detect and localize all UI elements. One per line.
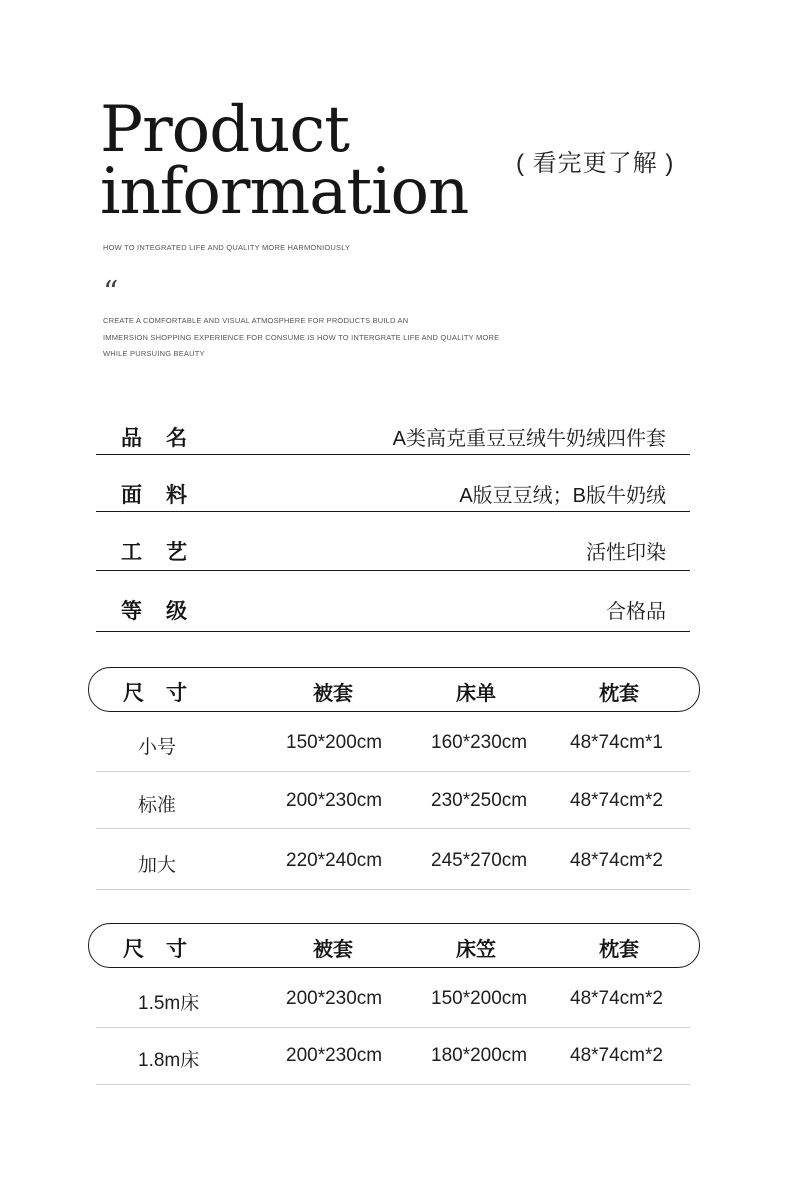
table-row — [96, 1028, 690, 1085]
info-value: 合格品 — [606, 601, 666, 623]
tagline: HOW TO INTEGRATED LIFE AND QUALITY MORE HARMONIOUSLY — [103, 243, 351, 252]
cell: 150*200cm — [286, 732, 383, 753]
info-label: 等级 — [121, 600, 211, 623]
table-row — [96, 772, 690, 829]
description-line: WHILE PURSUING BEAUTY — [103, 349, 205, 358]
info-label: 面料 — [121, 484, 211, 507]
cell: 230*250cm — [431, 790, 528, 811]
header-size: 尺寸 — [123, 938, 209, 961]
info-value: A版豆豆绒；B版牛奶绒 — [459, 485, 666, 507]
header-col-2: 床笠 — [456, 939, 496, 961]
subtitle-cn: ( 看完更了解 ) — [516, 150, 675, 177]
cell: 48*74cm*2 — [570, 988, 663, 1009]
info-value: 活性印染 — [586, 542, 666, 564]
info-value: A类高克重豆豆绒牛奶绒四件套 — [392, 428, 666, 450]
cell: 48*74cm*2 — [570, 850, 663, 871]
header-col-1: 被套 — [313, 683, 353, 705]
title-line-1: Product — [100, 93, 349, 167]
description — [103, 313, 523, 363]
header-col-3: 枕套 — [599, 683, 639, 705]
row-label: 小号 — [138, 737, 177, 758]
info-row-fabric — [96, 455, 690, 512]
table-row — [96, 712, 690, 772]
cell: 160*230cm — [431, 732, 528, 753]
cell: 245*270cm — [431, 850, 528, 871]
header-col-3: 枕套 — [599, 939, 639, 961]
row-label: 1.5m床 — [138, 993, 200, 1014]
cell: 200*230cm — [286, 790, 383, 811]
quote-icon: “ — [103, 275, 119, 310]
row-label: 加大 — [138, 855, 177, 876]
info-row-process — [96, 512, 690, 571]
cell: 150*200cm — [431, 988, 528, 1009]
cell: 48*74cm*1 — [570, 732, 663, 753]
size-table-2-header — [88, 923, 700, 968]
description-line: IMMERSION SHOPPING EXPERIENCE FOR CONSUME IS HOW TO INTERGRATE LIFE AND QUALITY MORE — [103, 332, 500, 342]
table-row — [96, 968, 690, 1028]
header-size: 尺寸 — [123, 682, 209, 705]
header-col-2: 床单 — [456, 683, 496, 705]
cell: 200*230cm — [286, 988, 383, 1009]
cell: 48*74cm*2 — [570, 1045, 663, 1066]
description-line: CREATE A COMFORTABLE AND VISUAL ATMOSPHERE FOR PRODUCTS BUILD AN — [103, 316, 409, 325]
info-label: 工艺 — [121, 541, 211, 564]
info-row-name — [96, 416, 690, 455]
table-row — [96, 829, 690, 890]
row-label: 1.8m床 — [138, 1050, 200, 1071]
cell: 48*74cm*2 — [570, 790, 663, 811]
header-col-1: 被套 — [313, 939, 353, 961]
info-row-grade — [96, 571, 690, 632]
cell: 220*240cm — [286, 850, 383, 871]
info-label: 品名 — [121, 427, 211, 450]
row-label: 标准 — [138, 795, 177, 816]
size-table-1-header — [88, 667, 700, 712]
title-line-2: information — [100, 155, 469, 229]
cell: 180*200cm — [431, 1045, 528, 1066]
cell: 200*230cm — [286, 1045, 383, 1066]
